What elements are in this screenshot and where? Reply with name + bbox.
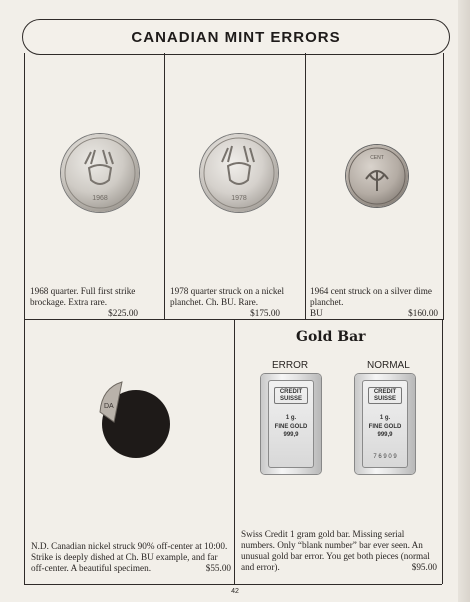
bar-fine: FINE GOLD bbox=[368, 424, 402, 430]
bar-brand-2: SUISSE bbox=[373, 396, 396, 402]
svg-text:DA: DA bbox=[104, 403, 114, 410]
bar-purity: 999,9 bbox=[377, 432, 393, 438]
bar-fine: FINE GOLD bbox=[274, 424, 308, 430]
bar-weight: 1 g. bbox=[285, 415, 297, 421]
svg-text:CENT: CENT bbox=[370, 155, 384, 161]
svg-text:1978: 1978 bbox=[231, 195, 247, 202]
lot-1-description bbox=[30, 286, 160, 319]
lot-2-price: $175.00 bbox=[250, 308, 280, 318]
maple-cent-icon bbox=[346, 145, 408, 207]
bar-face bbox=[268, 380, 314, 468]
gold-bar-caption: Swiss Credit 1 gram gold bar. Missing serial numbers. Only “blank number” bar ever seen. An unusual gold bar error. You get both pieces (normal and error). bbox=[241, 529, 430, 572]
bar-brand-1: CREDIT bbox=[373, 389, 397, 395]
lot-3-grade: BU bbox=[310, 308, 323, 318]
error-label: ERROR bbox=[272, 360, 309, 371]
lot-1-price: $225.00 bbox=[108, 308, 138, 318]
bar-serial: 7 6 9 0 9 bbox=[373, 454, 397, 460]
svg-text:1968: 1968 bbox=[92, 195, 108, 202]
off-center-nickel-icon bbox=[92, 378, 172, 458]
lot-4-caption: N.D. Canadian nickel struck 90% off-center at 10:00. Strike is deeply dished at Ch. BU example, and far off-center. A beautiful specimen. bbox=[31, 541, 228, 573]
page-number: 42 bbox=[231, 588, 239, 595]
page-title: CANADIAN MINT ERRORS bbox=[22, 19, 450, 55]
gold-bar-description bbox=[241, 529, 437, 573]
divider bbox=[234, 319, 235, 584]
divider bbox=[24, 584, 442, 585]
bar-purity: 999,9 bbox=[283, 432, 299, 438]
bar-brand-1: CREDIT bbox=[279, 389, 303, 395]
caribou-quarter-icon bbox=[61, 134, 139, 212]
gold-bar-price: $95.00 bbox=[411, 562, 437, 572]
lot-3-description bbox=[310, 286, 440, 319]
divider bbox=[305, 53, 306, 319]
lot-2-description bbox=[170, 286, 302, 319]
gold-bar-heading: Gold Bar bbox=[296, 329, 366, 345]
lot-4-description bbox=[31, 541, 231, 574]
lot-4-price: $55.00 bbox=[205, 563, 231, 573]
lot-3-price: $160.00 bbox=[408, 308, 438, 318]
divider bbox=[164, 53, 165, 319]
normal-gold-bar bbox=[355, 374, 415, 474]
bar-weight: 1 g. bbox=[379, 415, 391, 421]
normal-label: NORMAL bbox=[367, 360, 410, 371]
divider bbox=[24, 319, 442, 320]
page-edge bbox=[458, 0, 470, 602]
bar-brand-2: SUISSE bbox=[279, 396, 302, 402]
caribou-quarter-icon bbox=[200, 134, 278, 212]
lot-3-caption: 1964 cent struck on a silver dime planchet. bbox=[310, 286, 432, 307]
lot-2-caption: 1978 quarter struck on a nickel planchet. Ch. BU. Rare. bbox=[170, 286, 285, 307]
divider bbox=[24, 319, 25, 584]
lot-1-caption: 1968 quarter. Full first strike brockage. Extra rare. bbox=[30, 286, 136, 307]
error-gold-bar bbox=[261, 374, 321, 474]
divider bbox=[442, 319, 443, 584]
